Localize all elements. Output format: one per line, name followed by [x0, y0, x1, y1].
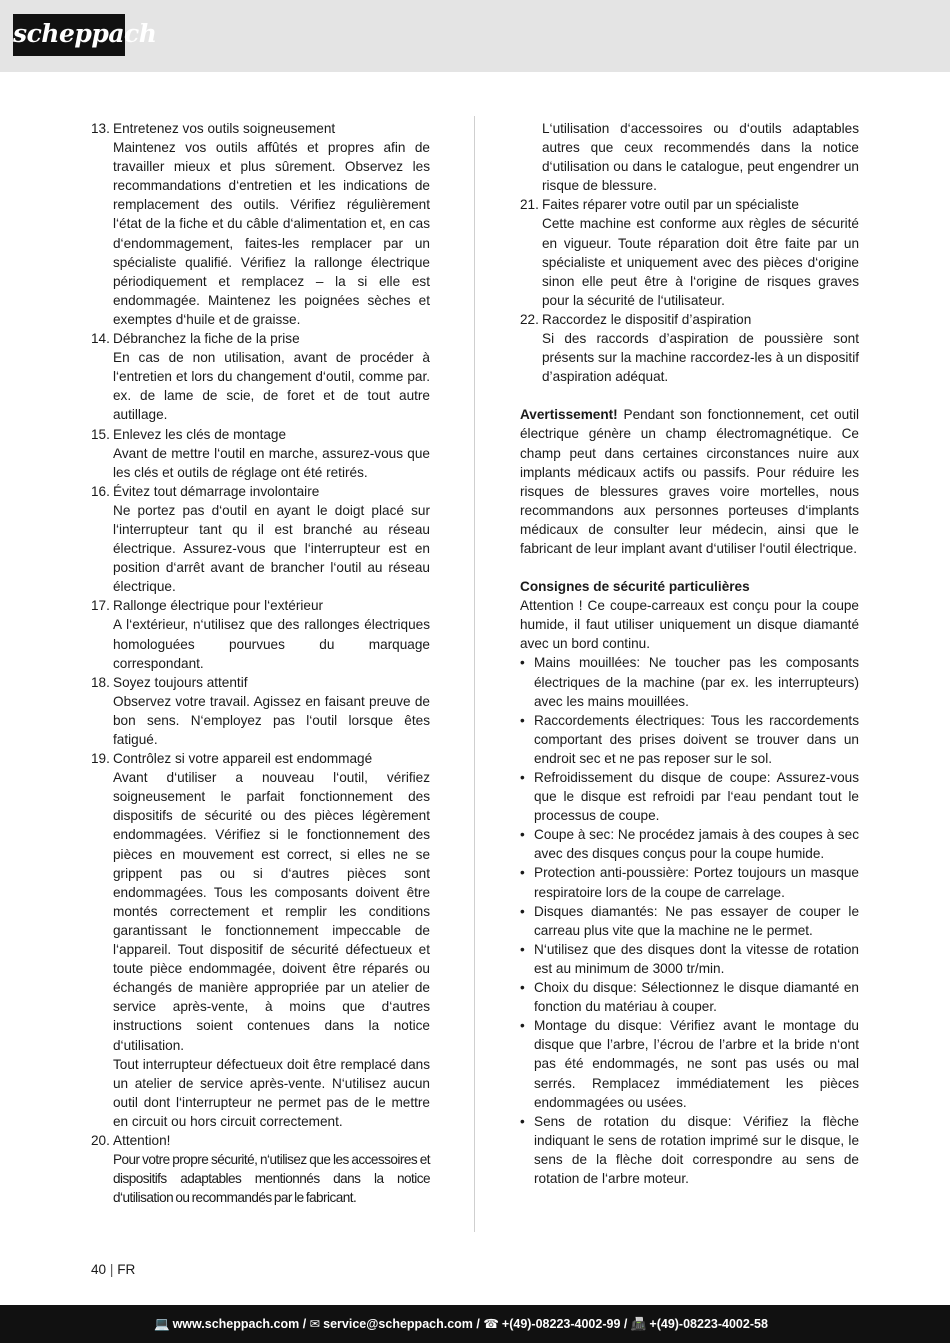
numbered-item	[520, 195, 859, 310]
item-number: 21.	[520, 197, 539, 213]
item-number: 16.	[91, 483, 110, 499]
bullet-marker: •	[520, 1018, 525, 1034]
item-number: 20.	[91, 1132, 110, 1148]
item-number: 19.	[91, 751, 110, 767]
bullet-text: Refroidissement du disque de coupe: Assurez-vous que le disque est refroidi par l‘eau pendant tout le processus de coupe.	[534, 770, 859, 824]
contact-separator: /	[299, 1317, 310, 1331]
item-title: Débranchez la fiche de la prise	[113, 331, 300, 347]
item-title: Contrôlez si votre appareil est endommagé	[113, 751, 373, 767]
numbered-item	[91, 1131, 430, 1207]
safety-bullet-item	[520, 1112, 859, 1188]
numbered-item	[91, 749, 430, 1131]
safety-bullet-item	[520, 768, 859, 825]
contact-separator: /	[620, 1317, 631, 1331]
item-body: En cas de non utilisation, avant de procéder à l‘entretien et lors du changement d‘outil, comme par. ex. de lame de scie, de foret et de tout autre autillage.	[113, 350, 430, 423]
item-body: Si des raccords d’aspiration de poussière sont présents sur la machine raccordez-les à un dispositif d’aspiration adéquat.	[542, 331, 859, 385]
bullet-marker: •	[520, 770, 525, 785]
column-divider	[474, 116, 475, 1232]
safety-bullet-item	[520, 711, 859, 768]
bullet-text: Montage du disque: Vérifiez avant le montage du disque que l’arbre, l’écrou de l’arbre et la bride n‘ont pas été endommagés, ne sont pas usés ou mal serrés. Remplacez immédiatement les pièces endommagées ou usées.	[534, 1018, 859, 1110]
item-title: Évitez tout démarrage involontaire	[113, 483, 320, 499]
safety-bullet-item	[520, 902, 859, 940]
item-body: Pour votre propre sécurité, n‘utilisez que les accessoires et dispositifs adaptables mentionnés dans la notice d‘utilisation ou recommandés par le fabricant.	[113, 1152, 430, 1206]
item-title: Rallonge électrique pour l‘extérieur	[113, 598, 324, 614]
item-body: Ne portez pas d‘outil en ayant le doigt placé sur l‘interrupteur tant qu il est branché au réseau électrique. Assurez-vous que l‘interrupteur est en position d‘arrêt avant de brancher l‘outil au réseau électrique.	[113, 502, 430, 595]
fax-number: +(49)-08223-4002-58	[649, 1317, 768, 1331]
bullet-text: Coupe à sec: Ne procédez jamais à des coupes à sec avec des disques conçus pour la coupe humide.	[534, 827, 859, 862]
bullet-text: Disques diamantés: Ne pas essayer de couper le carreau plus vite que la machine ne le permet.	[534, 903, 859, 938]
numbered-item	[91, 329, 430, 424]
phone-icon: ☎	[483, 1317, 499, 1331]
phone-number[interactable]: +(49)-08223-4002-99	[501, 1317, 621, 1331]
numbered-item	[91, 425, 430, 482]
bullet-marker: •	[520, 712, 525, 728]
mail-icon: ✉	[309, 1317, 321, 1331]
safety-bullet-item	[520, 653, 859, 710]
bullet-marker: •	[520, 941, 525, 957]
bullet-marker: •	[520, 980, 525, 996]
contact-bar	[0, 1305, 950, 1343]
section-title: Consignes de sécurité particulières	[520, 579, 750, 595]
item-title: Entretenez vos outils soigneusement	[113, 121, 336, 136]
page-language: FR	[117, 1262, 136, 1277]
item-title: Raccordez le dispositif d’aspiration	[542, 311, 752, 327]
item-body: Avant de mettre l‘outil en marche, assurez-vous que les clés et outils de réglage ont été retirés.	[113, 445, 430, 480]
bullet-text: Sens de rotation du disque: Vérifiez la flèche indiquant le sens de rotation imprimé sur le disque, le sens de la flèche doit correspondre au sens de rotation de l‘arbre moteur.	[534, 1113, 859, 1186]
bullet-text: Protection anti-poussière: Portez toujours un masque respiratoire lors de la coupe de carrelage.	[534, 865, 859, 900]
numbered-item	[91, 119, 430, 329]
computer-icon: 💻	[154, 1317, 170, 1331]
item-body: Maintenez vos outils affûtés et propres afin de travailler mieux et plus sûrement. Observez les recommandations d‘entretien et les indications de remplacement des outils. Vérifiez régulièrement l‘état de la fiche et du câble d‘alimentation et, en cas d‘endommagement, faites-les remplacer par un spécialiste qualifié. Vérifiez la rallonge électrique périodiquement et remplacez – la si elle est endommagée. Maintenez les poignées sèches et exemptes d‘huile et de graisse.	[113, 140, 430, 327]
warning-text: Pendant son fonctionnement, cet outil électrique génère un champ électromagnétique. Ce champ peut dans certaines circonstances nuire aux implants médicaux actifs ou passifs. Pour réduire les risques de blessures graves voire mortelles, nous recommandons aux personnes porteuses d‘implants médicaux de consulter leur médecin, ainsi que le fabricant de leur implant avant d‘utiliser l‘outil électrique.	[520, 407, 859, 556]
item-number: 18.	[91, 674, 110, 690]
safety-bullet-item	[520, 978, 859, 1016]
item-number: 17.	[91, 598, 110, 614]
safety-bullet-item	[520, 1016, 859, 1111]
item-number: 15.	[91, 426, 110, 442]
bullet-marker: •	[520, 827, 525, 843]
bullet-marker: •	[520, 1113, 525, 1129]
bullet-marker: •	[520, 865, 525, 881]
numbered-item	[91, 596, 430, 672]
email-link[interactable]: service@scheppach.com	[323, 1317, 473, 1331]
safety-bullet-item	[520, 825, 859, 863]
page-separator: |	[109, 1262, 114, 1277]
numbered-item	[91, 482, 430, 597]
safety-bullet-list	[520, 653, 859, 1188]
item-title: Enlevez les clés de montage	[113, 426, 287, 442]
item-body: Avant d‘utiliser a nouveau l‘outil, vérifiez soigneusement le parfait fonctionnement des dispositifs de sécurité ou des pièces légèrement endommagées. Vérifiez si le fonctionnement des pièces en mouvement est correct, si elles ne se grippent pas ou si d‘autres pièces sont endommagées. Tous les composants doivent être montés correctement et remplir les conditions garantissant le fonctionnement impeccable de l‘appareil. Tout dispositif de sécurité défectueux et toute pièce endommagée, doivent être réparés ou échangés de manière appropriée par un atelier de service après-vente, à moins que d‘autres instructions soient contenues dans la notice d‘utilisation.	[113, 770, 430, 1053]
fax-icon: 📠	[630, 1317, 647, 1331]
numbered-item	[91, 673, 430, 749]
warning-label: Avertissement!	[520, 407, 618, 423]
page-number-value: 40	[91, 1262, 107, 1277]
safety-bullet-item	[520, 940, 859, 978]
right-numbered-list	[520, 195, 859, 386]
bullet-marker: •	[520, 655, 525, 671]
item-body: Observez votre travail. Agissez en faisant preuve de bon sens. N‘employez pas l‘outil lorsque êtes fatigué.	[113, 693, 430, 747]
item-number: 13.	[91, 121, 110, 136]
contact-separator: /	[472, 1317, 484, 1331]
item-body: Tout interrupteur défectueux doit être remplacé dans un atelier de service après-vente. N‘utilisez aucun outil dont l‘interrupteur ne permet pas de le mettre en circuit ou hors circuit correctement.	[113, 1056, 430, 1129]
bullet-marker: •	[520, 903, 525, 919]
bullet-text: Choix du disque: Sélectionnez le disque diamanté en fonction du matériau à couper.	[534, 980, 859, 1015]
safety-bullet-item	[520, 863, 859, 901]
section-intro: Attention ! Ce coupe-carreaux est conçu pour la coupe humide, il faut utiliser uniquement un disque diamanté avec un bord continu.	[520, 598, 859, 652]
item-title: Attention!	[113, 1132, 171, 1148]
bullet-text: Mains mouillées: Ne toucher pas les composants électriques de la machine (par ex. les interrupteurs) avec les mains mouillées.	[534, 655, 859, 709]
item-number: 22.	[520, 311, 539, 327]
warning-paragraph	[520, 405, 859, 558]
item-number: 14.	[91, 331, 110, 347]
bullet-text: Raccordements électriques: Tous les raccordements comportant des prises doivent se trouver dans un endroit sec et ne pas reposer sur le sol.	[534, 712, 859, 766]
numbered-item	[520, 310, 859, 386]
page-number	[91, 1262, 135, 1277]
bullet-text: N‘utilisez que des disques dont la vitesse de rotation est au minimum de 3000 tr/min.	[534, 941, 859, 976]
page-header	[0, 0, 950, 72]
left-column	[91, 119, 430, 1207]
scheppach-logo: scheppach	[13, 14, 125, 56]
right-column	[520, 119, 859, 1188]
item-title: Soyez toujours attentif	[113, 674, 248, 690]
continuation-paragraph: L‘utilisation d‘accessoires ou d‘outils adaptables autres que ceux recommendés dans la notice d‘utilisation ou dans le catalogue, peut engendrer un risque de blessure.	[542, 121, 859, 194]
website-link[interactable]: www.scheppach.com	[172, 1317, 300, 1331]
item-body: Cette machine est conforme aux règles de sécurité en vigueur. Toute réparation doit être faite par un spécialiste et uniquement avec des pièces d‘origine sinon elle peut être à l‘origine de risques graves pour la sécurité de l‘utilisateur.	[542, 216, 859, 308]
item-body: A l‘extérieur, n‘utilisez que des rallonges électriques homologuées pourvues du marquage correspondant.	[113, 617, 430, 671]
item-title: Faites réparer votre outil par un spécialiste	[542, 197, 799, 213]
